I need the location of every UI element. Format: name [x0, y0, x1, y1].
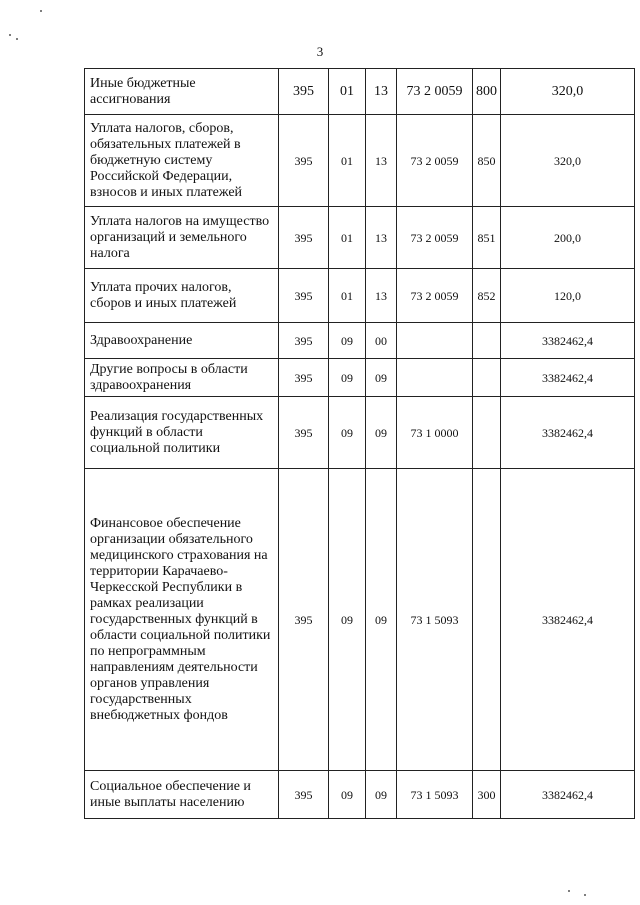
expense-type-code	[473, 469, 501, 771]
row-name: Уплата прочих налогов, сборов и иных платежей	[85, 269, 279, 323]
ved-code: 395	[279, 115, 329, 207]
table-row	[85, 771, 635, 819]
subsection-code: 00	[366, 323, 397, 359]
expense-type-code	[473, 397, 501, 469]
scan-speck	[568, 890, 570, 892]
target-article-code: 73 1 5093	[397, 469, 473, 771]
target-article-code	[397, 359, 473, 397]
row-name: Уплата налогов на имущество организаций и земельного налога	[85, 207, 279, 269]
amount: 3382462,4	[501, 397, 635, 469]
page-number: 3	[316, 44, 324, 59]
table-row	[85, 397, 635, 469]
subsection-code: 09	[366, 359, 397, 397]
table-row	[85, 469, 635, 771]
amount: 3382462,4	[501, 771, 635, 819]
amount: 3382462,4	[501, 359, 635, 397]
target-article-code	[397, 323, 473, 359]
expense-type-code: 851	[473, 207, 501, 269]
scan-speck	[584, 894, 586, 896]
expense-type-code: 800	[473, 69, 501, 115]
ved-code: 395	[279, 771, 329, 819]
table-row	[85, 323, 635, 359]
target-article-code: 73 2 0059	[397, 269, 473, 323]
amount: 3382462,4	[501, 323, 635, 359]
expense-type-code	[473, 323, 501, 359]
subsection-code: 13	[366, 69, 397, 115]
section-code: 09	[329, 359, 366, 397]
target-article-code: 73 1 5093	[397, 771, 473, 819]
subsection-code: 09	[366, 771, 397, 819]
expense-type-code: 850	[473, 115, 501, 207]
ved-code: 395	[279, 469, 329, 771]
amount: 3382462,4	[501, 469, 635, 771]
subsection-code: 13	[366, 269, 397, 323]
section-code: 01	[329, 69, 366, 115]
expense-type-code: 300	[473, 771, 501, 819]
subsection-code: 09	[366, 469, 397, 771]
subsection-code: 09	[366, 397, 397, 469]
row-name: Здравоохранение	[85, 323, 279, 359]
row-name: Уплата налогов, сборов, обязательных платежей в бюджетную систему Российской Федерации, взносов и иных платежей	[85, 115, 279, 207]
amount: 320,0	[501, 115, 635, 207]
ved-code: 395	[279, 397, 329, 469]
row-name: Социальное обеспечение и иные выплаты населению	[85, 771, 279, 819]
table-row	[85, 69, 635, 115]
section-code: 01	[329, 207, 366, 269]
scan-speck	[9, 34, 11, 36]
target-article-code: 73 2 0059	[397, 69, 473, 115]
section-code: 01	[329, 269, 366, 323]
target-article-code: 73 2 0059	[397, 115, 473, 207]
row-name: Финансовое обеспечение организации обязательного медицинского страхования на территории Карачаево-Черкесской Республики в рамках реализации государственных функций в области социальной политики по непрограммным направлениям деятельности органов управления государственных внебюджетных фондов	[85, 469, 279, 771]
amount: 320,0	[501, 69, 635, 115]
target-article-code: 73 2 0059	[397, 207, 473, 269]
section-code: 09	[329, 397, 366, 469]
table-row	[85, 359, 635, 397]
table-row	[85, 207, 635, 269]
amount: 120,0	[501, 269, 635, 323]
section-code: 01	[329, 115, 366, 207]
subsection-code: 13	[366, 115, 397, 207]
expense-type-code	[473, 359, 501, 397]
budget-table	[84, 68, 635, 819]
subsection-code: 13	[366, 207, 397, 269]
ved-code: 395	[279, 323, 329, 359]
section-code: 09	[329, 323, 366, 359]
ved-code: 395	[279, 69, 329, 115]
row-name: Иные бюджетные ассигнования	[85, 69, 279, 115]
ved-code: 395	[279, 207, 329, 269]
amount: 200,0	[501, 207, 635, 269]
scan-speck	[16, 38, 18, 40]
row-name: Реализация государственных функций в области социальной политики	[85, 397, 279, 469]
ved-code: 395	[279, 359, 329, 397]
ved-code: 395	[279, 269, 329, 323]
row-name: Другие вопросы в области здравоохранения	[85, 359, 279, 397]
expense-type-code: 852	[473, 269, 501, 323]
section-code: 09	[329, 771, 366, 819]
table-row	[85, 115, 635, 207]
scan-speck	[40, 10, 42, 12]
target-article-code: 73 1 0000	[397, 397, 473, 469]
table-row	[85, 269, 635, 323]
section-code: 09	[329, 469, 366, 771]
